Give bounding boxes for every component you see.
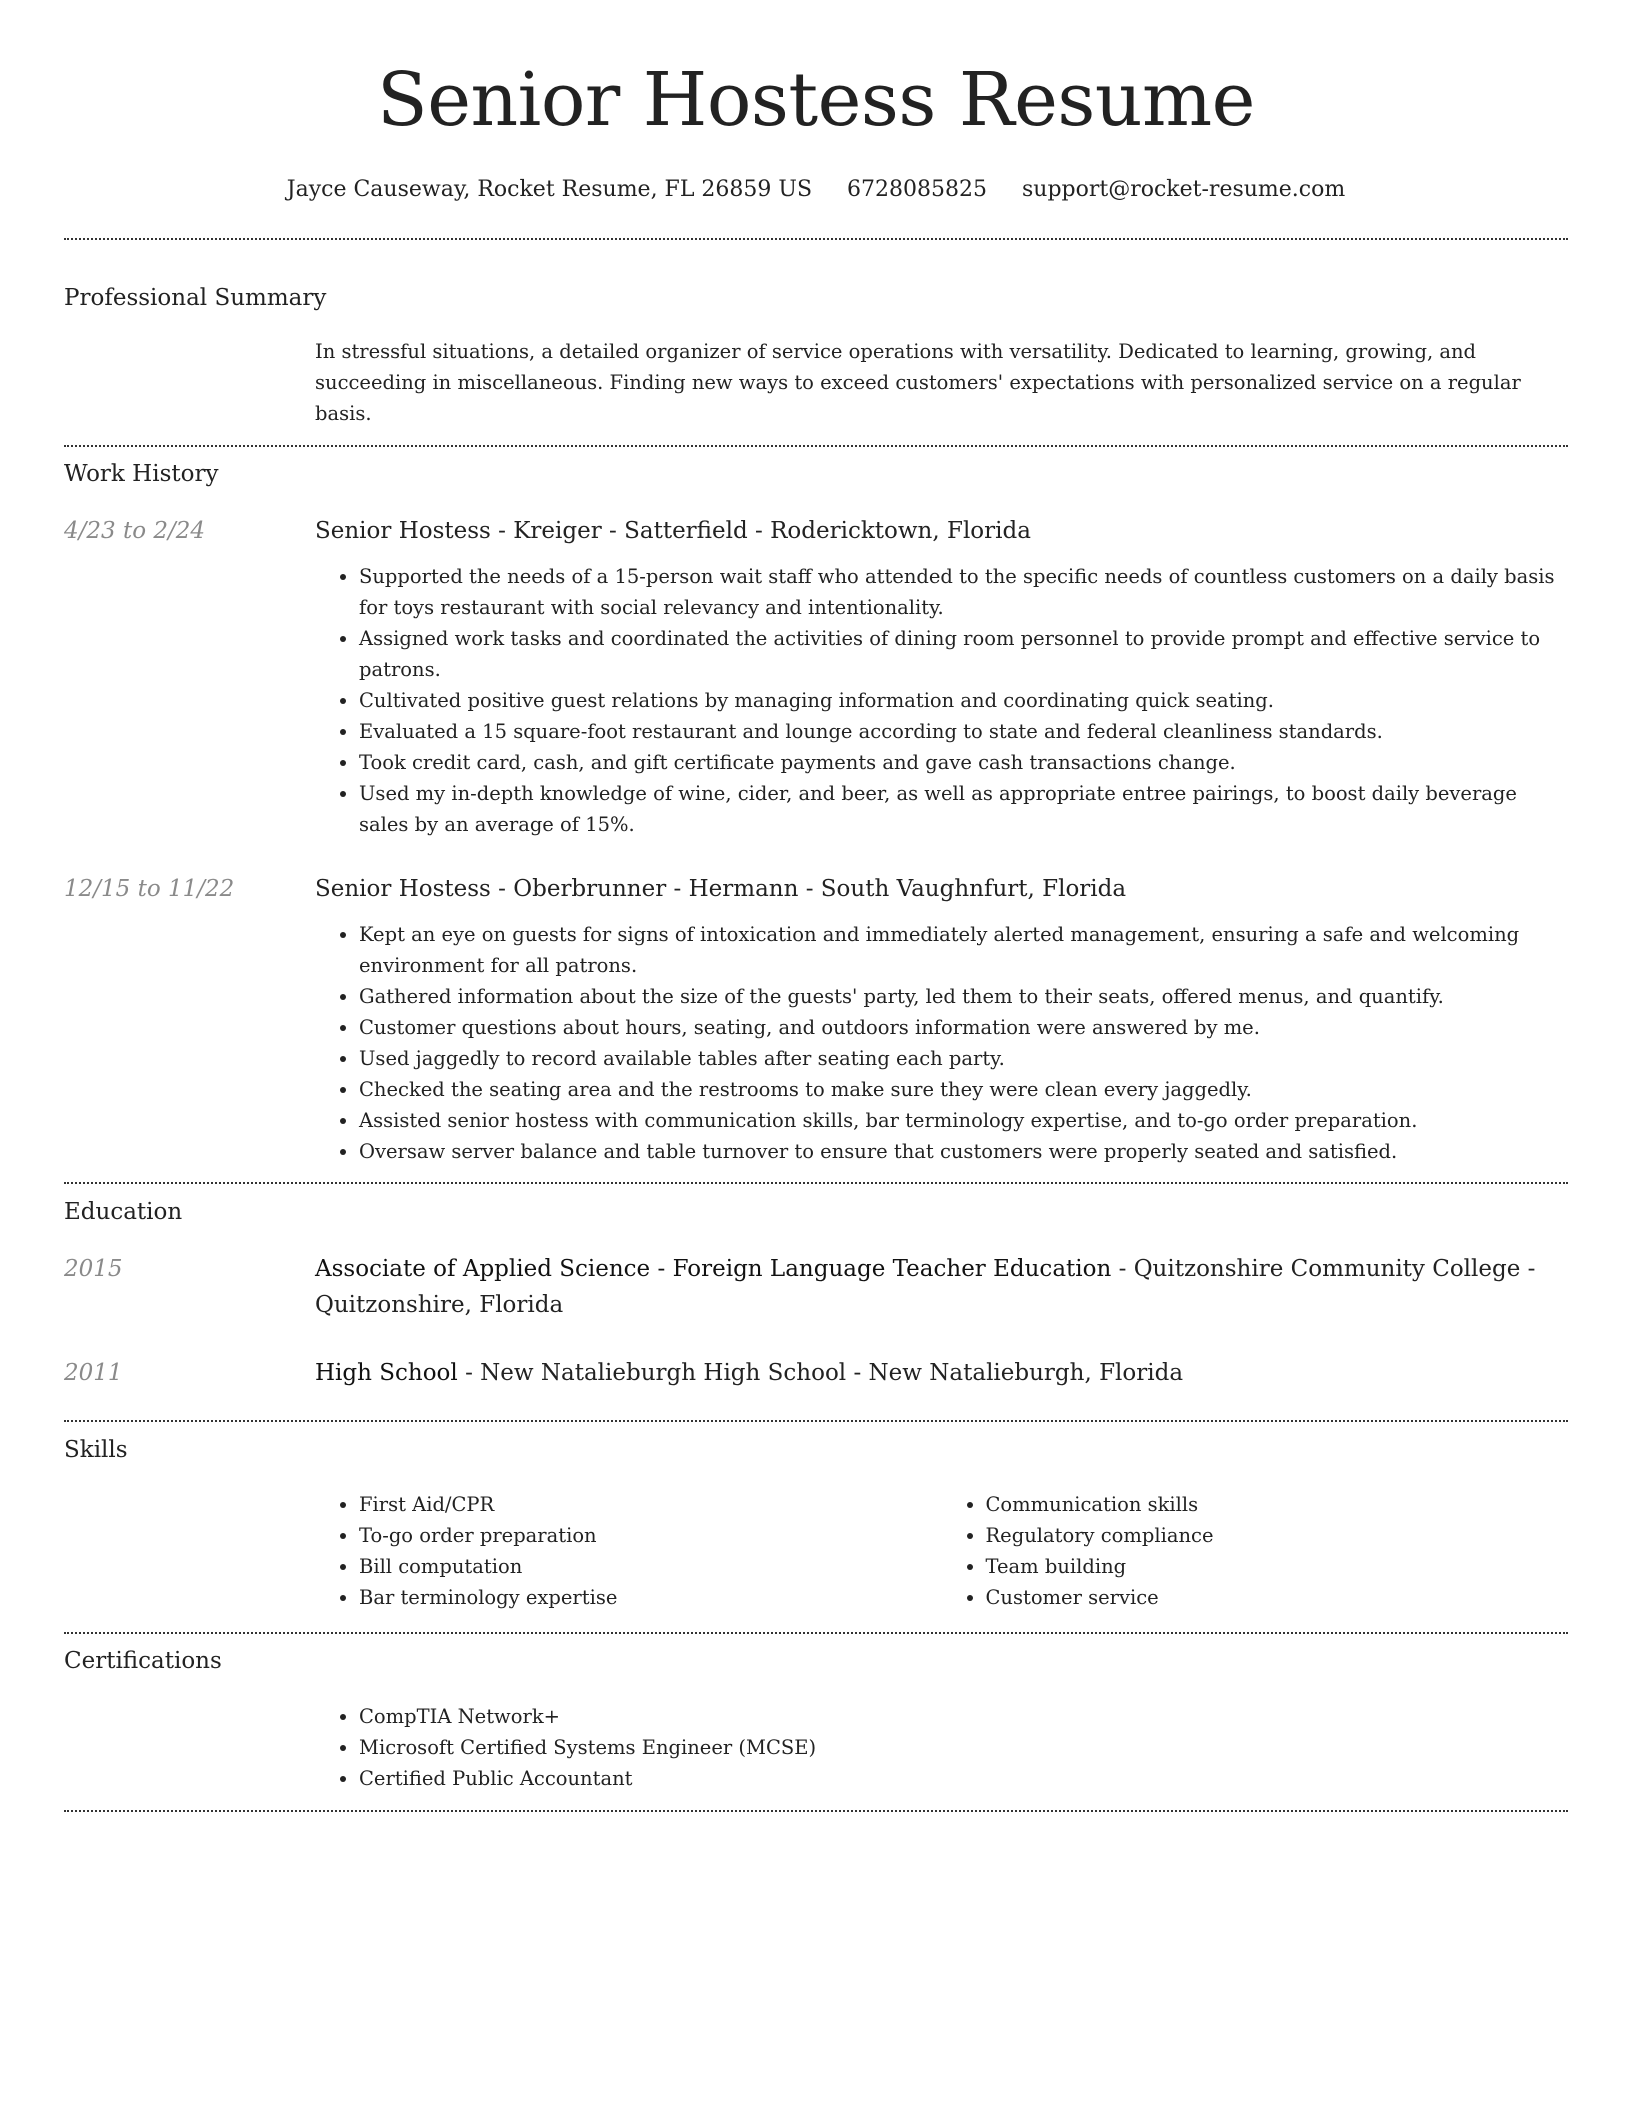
list-item: • Regulatory compliance xyxy=(986,1520,1569,1551)
resume-title: Senior Hostess Resume xyxy=(377,57,1255,143)
list-item: • Bar terminology expertise xyxy=(359,1582,942,1613)
skills-columns xyxy=(315,1489,1568,1613)
list-item: • To-go order preparation xyxy=(359,1520,942,1551)
job-dates: 12/15 to 11/22 xyxy=(64,876,235,902)
skills-list xyxy=(942,1489,1569,1613)
divider xyxy=(64,1632,1568,1634)
certifications-list xyxy=(315,1701,1568,1794)
list-item: • Customer service xyxy=(986,1582,1569,1613)
degree-name: Associate of Applied Science - Foreign Language Teacher Education xyxy=(315,1256,1112,1282)
list-item: • Communication skills xyxy=(986,1489,1569,1520)
job-title: Senior Hostess - Kreiger - Satterfield - Rodericktown, Florida xyxy=(315,518,1031,544)
job-bullets xyxy=(315,919,1568,1167)
job-title: Senior Hostess - Oberbrunner - Hermann - South Vaughnfurt, Florida xyxy=(315,876,1127,902)
job-dates: 4/23 to 2/24 xyxy=(64,518,206,544)
list-item: • Used my in-depth knowledge of wine, cider, and beer, as well as appropriate entree pairings, to boost daily beverage sales by an average of 15%. xyxy=(359,778,1568,840)
divider xyxy=(64,445,1568,447)
list-item: • Kept an eye on guests for signs of intoxication and immediately alerted management, ensuring a safe and welcoming environment for all patrons. xyxy=(359,919,1568,981)
list-item: • Cultivated positive guest relations by managing information and coordinating quick seating. xyxy=(359,685,1568,716)
school-info: - New Natalieburgh High School - New Natalieburgh, Florida xyxy=(457,1360,1184,1386)
contact-phone: 6728085825 xyxy=(847,177,987,202)
list-item: • First Aid/CPR xyxy=(359,1489,942,1520)
work-heading: Work History xyxy=(64,461,219,487)
job-bullets xyxy=(315,561,1568,840)
education-year: 2011 xyxy=(64,1360,123,1386)
education-title xyxy=(315,1251,1568,1323)
education-title xyxy=(315,1355,1568,1391)
list-item: • Checked the seating area and the restrooms to make sure they were clean every jaggedly. xyxy=(359,1074,1568,1105)
list-item: • Bill computation xyxy=(359,1551,942,1582)
skills-heading: Skills xyxy=(64,1437,128,1463)
certifications-block xyxy=(315,1701,1568,1794)
job-entry xyxy=(315,513,1568,840)
list-item: • Oversaw server balance and table turnover to ensure that customers were properly seated and satisfied. xyxy=(359,1136,1568,1167)
divider xyxy=(64,1420,1568,1422)
list-item: • Assigned work tasks and coordinated the activities of dining room personnel to provide prompt and effective service to patrons. xyxy=(359,623,1568,685)
summary-block xyxy=(315,336,1568,429)
education-entry xyxy=(315,1251,1568,1323)
list-item: • Certified Public Accountant xyxy=(359,1763,1568,1794)
list-item: • Assisted senior hostess with communication skills, bar terminology expertise, and to-go order preparation. xyxy=(359,1105,1568,1136)
list-item: • Team building xyxy=(986,1551,1569,1582)
education-entry xyxy=(315,1355,1568,1391)
summary-heading: Professional Summary xyxy=(64,285,327,311)
degree-name: High School xyxy=(315,1360,458,1386)
summary-text: In stressful situations, a detailed organizer of service operations with versatility. Dedicated to learning, growing, and succeeding in miscellaneous. Finding new ways to exceed customers' expectations with personalized service on a regular basis. xyxy=(315,340,1521,425)
skills-block xyxy=(315,1489,1568,1613)
list-item: • Customer questions about hours, seating, and outdoors information were answered by me. xyxy=(359,1012,1568,1043)
certifications-heading: Certifications xyxy=(64,1648,222,1674)
contact-email: support@rocket-resume.com xyxy=(1022,177,1346,202)
divider xyxy=(64,1810,1568,1812)
job-entry xyxy=(315,871,1568,1167)
list-item: • Microsoft Certified Systems Engineer (MCSE) xyxy=(359,1732,1568,1763)
list-item: • CompTIA Network+ xyxy=(359,1701,1568,1732)
education-year: 2015 xyxy=(64,1256,123,1282)
list-item: • Used jaggedly to record available tables after seating each party. xyxy=(359,1043,1568,1074)
list-item: • Took credit card, cash, and gift certificate payments and gave cash transactions change. xyxy=(359,747,1568,778)
contact-line xyxy=(64,170,1568,210)
divider xyxy=(64,238,1568,240)
school-info: - Quitzonshire Community College - Quitzonshire, Florida xyxy=(315,1256,1536,1318)
contact-address: Jayce Causeway, Rocket Resume, FL 26859 US xyxy=(286,177,813,202)
divider xyxy=(64,1182,1568,1184)
list-item: • Gathered information about the size of the guests' party, led them to their seats, offered menus, and quantify. xyxy=(359,981,1568,1012)
list-item: • Evaluated a 15 square-foot restaurant and lounge according to state and federal cleanliness standards. xyxy=(359,716,1568,747)
education-heading: Education xyxy=(64,1199,183,1225)
list-item: • Supported the needs of a 15-person wait staff who attended to the specific needs of countless customers on a daily basis for toys restaurant with social relevancy and intentionality. xyxy=(359,561,1568,623)
skills-list xyxy=(315,1489,942,1613)
